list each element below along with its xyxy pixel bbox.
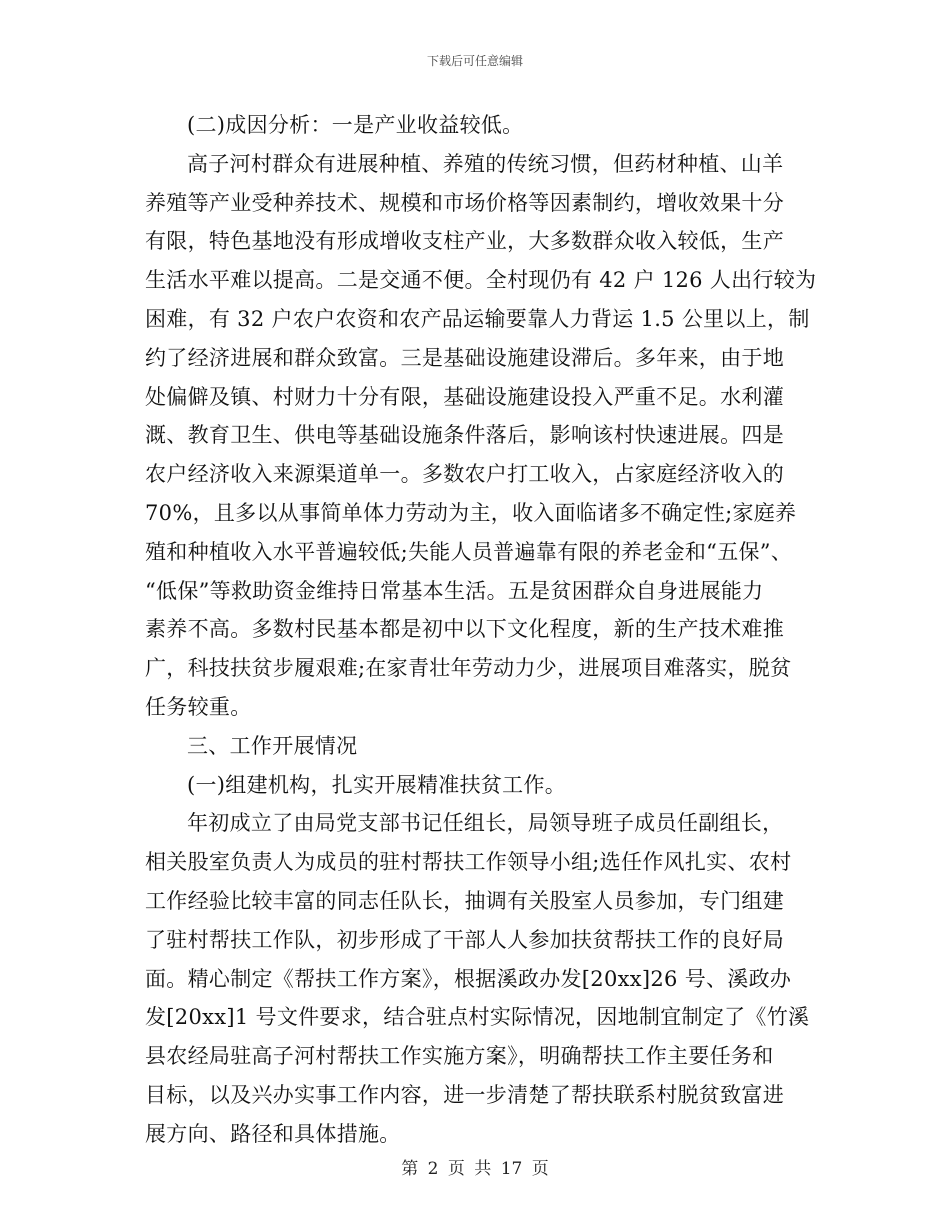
text-line: (二)成因分析：一是产业收益较低。	[187, 113, 524, 137]
page-header-note: 下载后可任意编辑	[426, 54, 523, 68]
text-line: 养殖等产业受种养技术、规模和市场价格等因素制约，增收效果十分	[145, 191, 784, 215]
text-line: 了驻村帮扶工作队，初步形成了干部人人参加扶贫帮扶工作的良好局	[145, 928, 784, 952]
text-line: 70%，且多以从事简单体力劳动为主，收入面临诸多不确定性;家庭养	[145, 501, 797, 525]
text-line: 工作经验比较丰富的同志任队长，抽调有关股室人员参加，专门组建	[145, 889, 784, 913]
text-line: 任务较重。	[145, 695, 252, 719]
text-line: 年初成立了由局党支部书记任组长，局领导班子成员任副组长，	[187, 811, 784, 835]
page-footer: 第 2 页 共 17 页	[401, 1159, 549, 1179]
text-line: 三、工作开展情况	[187, 734, 358, 758]
text-line: 困难，有 32 户农户农资和农产品运输要靠人力背运 1.5 公里以上，制	[145, 307, 810, 331]
text-line: 县农经局驻高子河村帮扶工作实施方案》，明确帮扶工作主要任务和	[145, 1044, 774, 1068]
text-line: 处偏僻及镇、村财力十分有限，基础设施建设投入严重不足。水利灌	[145, 385, 784, 409]
text-line: 发[20xx]1 号文件要求，结合驻点村实际情况，因地制宜制定了《竹溪	[145, 1005, 810, 1029]
text-line: 约了经济进展和群众致富。三是基础设施建设滞后。多年来，由于地	[145, 346, 784, 370]
text-line: 面。精心制定《帮扶工作方案》，根据溪政办发[20xx]26 号、溪政办	[145, 967, 792, 991]
text-line: 素养不高。多数村民基本都是初中以下文化程度，新的生产技术难推	[145, 617, 784, 641]
text-line: 高子河村群众有进展种植、养殖的传统习惯，但药材种植、山羊	[187, 152, 784, 176]
text-line: 目标，以及兴办实事工作内容，进一步清楚了帮扶联系村脱贫致富进	[145, 1083, 784, 1107]
text-line: 殖和种植收入水平普遍较低;失能人员普遍靠有限的养老金和“五保”、	[145, 540, 793, 564]
text-line: 广，科技扶贫步履艰难;在家青壮年劳动力少，进展项目难落实，脱贫	[145, 656, 792, 680]
text-line: (一)组建机构，扎实开展精准扶贫工作。	[187, 773, 567, 797]
text-line: 生活水平难以提高。二是交通不便。全村现仍有 42 户 126 人出行较为	[145, 268, 817, 292]
text-line: 溉、教育卫生、供电等基础设施条件落后，影响该村快速进展。四是	[145, 423, 784, 447]
text-line: 展方向、路径和具体措施。	[145, 1122, 401, 1146]
text-line: 有限，特色基地没有形成增收支柱产业，大多数群众收入较低，生产	[145, 229, 784, 253]
text-line: 农户经济收入来源渠道单一。多数农户打工收入，占家庭经济收入的	[145, 462, 784, 486]
text-line: “低保”等救助资金维持日常基本生活。五是贫困群众自身进展能力	[145, 579, 764, 603]
text-line: 相关股室负责人为成员的驻村帮扶工作领导小组;选任作风扎实、农村	[145, 850, 792, 874]
